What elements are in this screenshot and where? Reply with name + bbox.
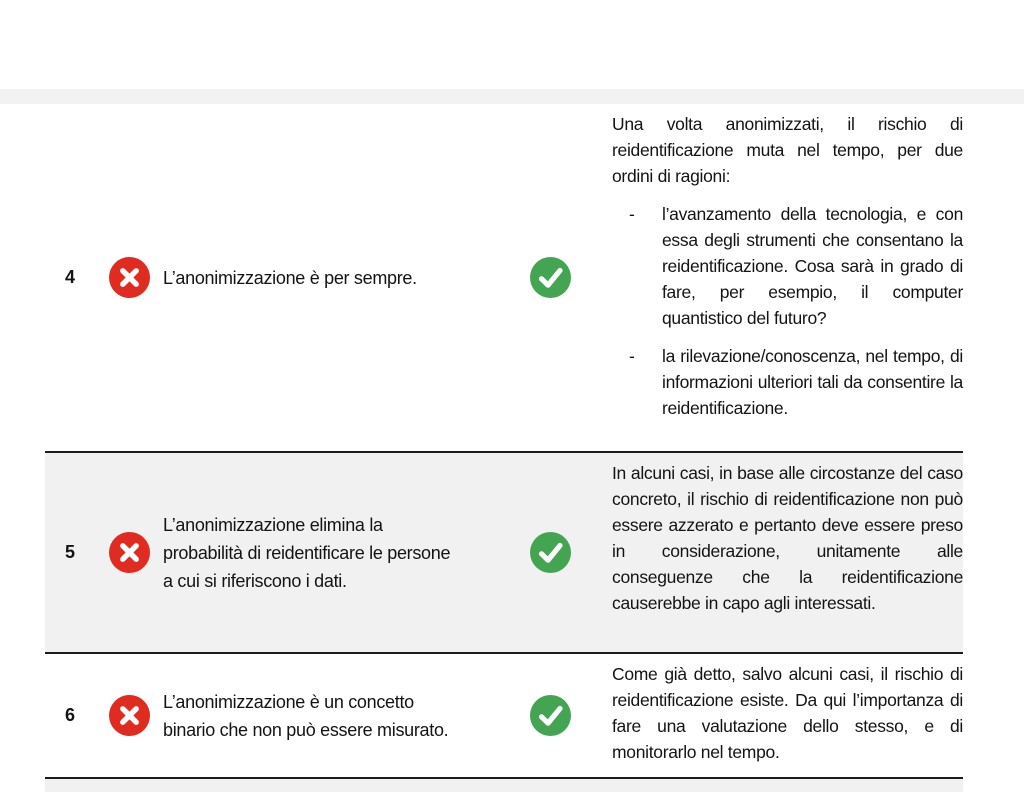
statement-line: L’anonimizzazione è per sempre.	[163, 267, 417, 288]
row-number: 6	[64, 705, 75, 725]
myth-statement	[163, 688, 515, 744]
bullet-text: la rilevazione/conoscenza, nel tempo, di informazioni ulteriori tali da consentire la reidentificazione.	[662, 346, 963, 418]
statement-line: probabilità di reidentificare le persone	[163, 542, 451, 563]
next-row-remnant	[45, 779, 963, 792]
previous-row-remnant	[0, 89, 1024, 104]
truth-icon-cell	[515, 257, 585, 298]
check-circle-icon	[530, 257, 571, 298]
statement-line: L’anonimizzazione elimina la	[163, 514, 383, 535]
statement-line: binario che non può essere misurato.	[163, 719, 449, 740]
myth-vs-reality-table	[45, 104, 963, 792]
x-circle-icon	[109, 695, 150, 736]
bullet-marker: -	[629, 204, 635, 224]
statement-line: a cui si riferiscono i dati.	[163, 570, 347, 591]
explanation-intro: Una volta anonimizzati, il rischio di reidentificazione muta nel tempo, per due ordini di ragioni:	[612, 114, 963, 186]
table-row	[45, 104, 963, 451]
x-circle-icon	[109, 257, 150, 298]
explanation-text	[612, 104, 963, 451]
bullet-marker: -	[629, 346, 635, 366]
bullet-item	[612, 343, 963, 421]
x-circle-icon	[109, 532, 150, 573]
myth-statement	[163, 511, 515, 595]
bullet-item	[612, 201, 963, 331]
row-number: 5	[64, 542, 75, 562]
bullet-text: l’avanzamento della tecnologia, e con essa degli strumenti che consentano la reidentificazione. Cosa sarà in grado di fare, per esempio, il computer quantistico del futuro?	[662, 204, 963, 328]
myth-icon-cell	[95, 532, 163, 573]
myth-statement	[163, 264, 515, 292]
row-number: 4	[64, 267, 75, 287]
truth-icon-cell	[515, 532, 585, 573]
explanation-text	[612, 453, 963, 652]
check-circle-icon	[530, 695, 571, 736]
myth-icon-cell	[95, 695, 163, 736]
table-row	[45, 453, 963, 652]
explanation-intro: Come già detto, salvo alcuni casi, il rischio di reidentificazione esiste. Da qui l’importanza di fare una valutazione dello stesso, e di monitorarlo nel tempo.	[612, 664, 963, 762]
check-circle-icon	[530, 532, 571, 573]
statement-line: L’anonimizzazione è un concetto	[163, 691, 414, 712]
explanation-intro: In alcuni casi, in base alle circostanze del caso concreto, il rischio di reidentificazione non può essere azzerato e pertanto deve essere preso in considerazione, unitamente alle conseguenze che la reidentificazione causerebbe in capo agli interessati.	[612, 463, 963, 613]
table-row	[45, 654, 963, 777]
explanation-text	[612, 654, 963, 777]
myth-icon-cell	[95, 257, 163, 298]
truth-icon-cell	[515, 695, 585, 736]
